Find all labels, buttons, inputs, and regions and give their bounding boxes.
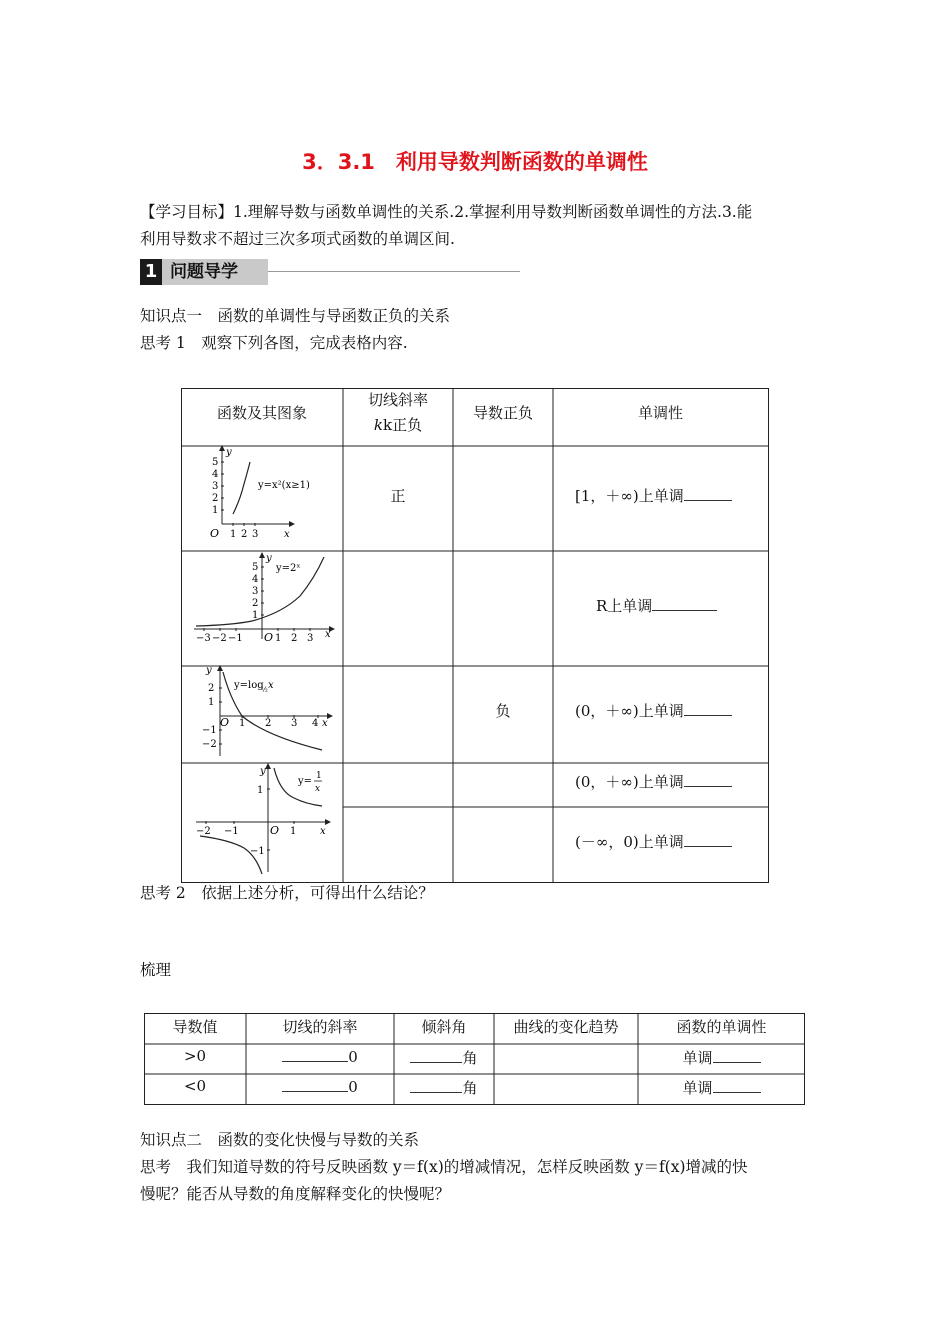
t2-header-trend: 曲线的变化趋势 xyxy=(513,1018,619,1036)
g3-ytick: 1 xyxy=(208,697,215,708)
g2-ytick: 4 xyxy=(252,574,259,585)
g2-func: y=2ˣ xyxy=(276,563,301,574)
g1-ytick: 4 xyxy=(212,469,219,480)
g4-ytick: 1 xyxy=(257,785,264,796)
t2-r1-angle-blank[interactable] xyxy=(410,1048,462,1063)
g1-func: y=x²(x≥1) xyxy=(258,480,310,491)
graph-exponential xyxy=(192,551,337,647)
objectives-label: 【学习目标】 xyxy=(140,203,234,221)
t2-r2-slope-blank[interactable] xyxy=(282,1077,348,1092)
objectives-line-2: 利用导数求不超过三次多项式函数的单调区间. xyxy=(140,230,455,248)
g3-func: y=log xyxy=(234,680,264,691)
g4-xtick: −1 xyxy=(224,826,239,837)
g2-x-label: x xyxy=(325,629,331,640)
t2-r2-angle-blank[interactable] xyxy=(410,1078,462,1093)
objectives-text-1: 1.理解导数与函数单调性的关系.2.掌握利用导数判断函数单调性的方法.3.能 xyxy=(233,203,753,221)
g4-origin: O xyxy=(270,824,280,837)
t2-r1-mono-blank[interactable] xyxy=(713,1048,761,1063)
t2-r1-value: >0 xyxy=(183,1047,207,1065)
g4-x-label: x xyxy=(320,826,326,837)
g2-ytick: 1 xyxy=(252,610,259,621)
t1-r4-mono-text: (0，＋∞)上单调 xyxy=(575,773,684,791)
t2-header-value: 导数值 xyxy=(172,1018,218,1036)
t1-r4-mono xyxy=(575,771,732,792)
think2: 思考 2 依据上述分析，可得出什么结论？ xyxy=(140,884,434,902)
t1-r1-slope: 正 xyxy=(390,487,406,505)
g2-ytick: 3 xyxy=(252,586,259,597)
t1-header-k: kk正负 xyxy=(373,416,423,434)
g2-xtick: 2 xyxy=(291,633,298,644)
g3-func-var: x xyxy=(268,680,274,691)
t1-header-k-text: k正负 xyxy=(383,416,423,434)
g2-xtick: −3 xyxy=(196,633,211,644)
t1-r3-mono xyxy=(575,700,732,721)
t1-r3-deriv: 负 xyxy=(495,702,511,720)
g2-ytick: 2 xyxy=(252,598,259,609)
t2-r2-angle xyxy=(394,1077,494,1098)
t2-r2-slope-text: 0 xyxy=(348,1078,358,1096)
t1-r1-mono-text: [1，＋∞)上单调 xyxy=(575,487,684,505)
g1-x-label: x xyxy=(284,529,290,540)
t1-r2-mono-text: R上单调 xyxy=(596,597,653,615)
t2-r2-slope xyxy=(246,1077,394,1096)
g3-xtick: 2 xyxy=(265,718,272,729)
t1-r3-blank[interactable] xyxy=(684,701,732,716)
t2-r2-mono-text: 单调 xyxy=(682,1079,713,1097)
t1-header-deriv: 导数正负 xyxy=(472,404,533,422)
t1-r5-mono-text: (－∞，0)上单调 xyxy=(575,833,684,851)
g1-xtick: 2 xyxy=(241,529,248,540)
g2-ytick: 5 xyxy=(252,562,259,573)
t1-r2-mono xyxy=(596,595,717,616)
g3-ytick: 2 xyxy=(208,683,215,694)
t2-r1-mono xyxy=(638,1047,805,1068)
t2-r2-angle-text: 角 xyxy=(462,1079,478,1097)
objectives-line-1 xyxy=(140,199,820,226)
think1: 思考 1 观察下列各图，完成表格内容. xyxy=(140,334,408,352)
t1-r5-blank[interactable] xyxy=(684,832,732,847)
g1-ytick: 1 xyxy=(212,505,219,516)
g1-origin: O xyxy=(210,527,220,540)
t2-r1-mono-text: 单调 xyxy=(682,1049,713,1067)
g3-x-label: x xyxy=(322,718,328,729)
page-title: 3．3.1 利用导数判断函数的单调性 xyxy=(302,150,648,174)
g4-func: y= xyxy=(298,776,313,787)
t1-r1-mono xyxy=(575,485,732,506)
t2-r1-angle xyxy=(394,1047,494,1068)
g1-xtick: 1 xyxy=(230,529,237,540)
graph-reciprocal xyxy=(194,762,334,878)
g2-xtick: 1 xyxy=(275,633,282,644)
t2-header-mono: 函数的单调性 xyxy=(676,1018,767,1036)
g3-xtick: 3 xyxy=(291,718,298,729)
g1-ytick: 2 xyxy=(212,493,219,504)
g4-xtick: 1 xyxy=(290,826,297,837)
t2-r1-slope xyxy=(246,1047,394,1066)
kp1-heading: 知识点一 函数的单调性与导函数正负的关系 xyxy=(140,307,451,325)
g3-xtick: 4 xyxy=(312,718,319,729)
t1-r3-mono-text: (0，＋∞)上单调 xyxy=(575,702,684,720)
section-divider xyxy=(268,271,520,272)
g2-origin: O xyxy=(264,631,274,644)
graph-logarithm xyxy=(196,664,336,760)
g3-func-base: ½ xyxy=(261,686,268,694)
g2-xtick: −2 xyxy=(212,633,227,644)
section-title: 问题导学 xyxy=(170,262,238,282)
g1-xtick: 3 xyxy=(252,529,259,540)
section-number: 1 xyxy=(140,259,162,285)
t2-r2-mono-blank[interactable] xyxy=(713,1078,761,1093)
g4-ytick: −1 xyxy=(250,846,265,857)
t1-r1-blank[interactable] xyxy=(684,486,732,501)
t1-header-func: 函数及其图象 xyxy=(216,404,307,422)
g4-func-den: x xyxy=(315,784,321,794)
g3-xtick: 1 xyxy=(239,718,246,729)
g2-xtick: 3 xyxy=(307,633,314,644)
t2-r2-mono xyxy=(638,1077,805,1098)
kp2-think-line-2: 慢呢？能否从导数的角度解释变化的快慢呢？ xyxy=(140,1185,451,1203)
g4-y-label: y xyxy=(260,766,266,777)
g2-xtick: −1 xyxy=(228,633,243,644)
g1-ytick: 3 xyxy=(212,481,219,492)
summary-label: 梳理 xyxy=(140,961,172,979)
g4-xtick: −2 xyxy=(196,826,211,837)
g1-ytick: 5 xyxy=(212,457,219,468)
g4-func-num: 1 xyxy=(316,771,322,781)
t1-header-mono: 单调性 xyxy=(637,404,683,422)
t2-r1-slope-text: 0 xyxy=(348,1048,358,1066)
kp2-heading: 知识点二 函数的变化快慢与导数的关系 xyxy=(140,1131,420,1149)
t2-r1-angle-text: 角 xyxy=(462,1049,478,1067)
g3-origin: O xyxy=(220,716,230,729)
g2-y-label: y xyxy=(266,553,272,564)
g3-ytick: −1 xyxy=(202,725,217,736)
g1-y-label: y xyxy=(226,447,232,458)
t1-header-slope: 切线斜率 xyxy=(367,391,428,409)
t1-r5-mono xyxy=(575,831,732,852)
kp2-think-line-1: 思考 我们知道导数的符号反映函数 y＝f(x)的增减情况，怎样反映函数 y＝f(x)增减的快 xyxy=(140,1158,748,1176)
t2-r2-value: <0 xyxy=(183,1077,207,1095)
g3-y-label: y xyxy=(206,665,212,676)
t1-r2-blank[interactable] xyxy=(652,596,717,611)
t2-r1-slope-blank[interactable] xyxy=(282,1047,348,1062)
graph-square xyxy=(200,444,310,540)
t2-header-angle: 倾斜角 xyxy=(421,1018,467,1036)
t2-header-slope: 切线的斜率 xyxy=(282,1018,358,1036)
t1-r4-blank[interactable] xyxy=(684,772,732,787)
g3-ytick: −2 xyxy=(202,739,217,750)
